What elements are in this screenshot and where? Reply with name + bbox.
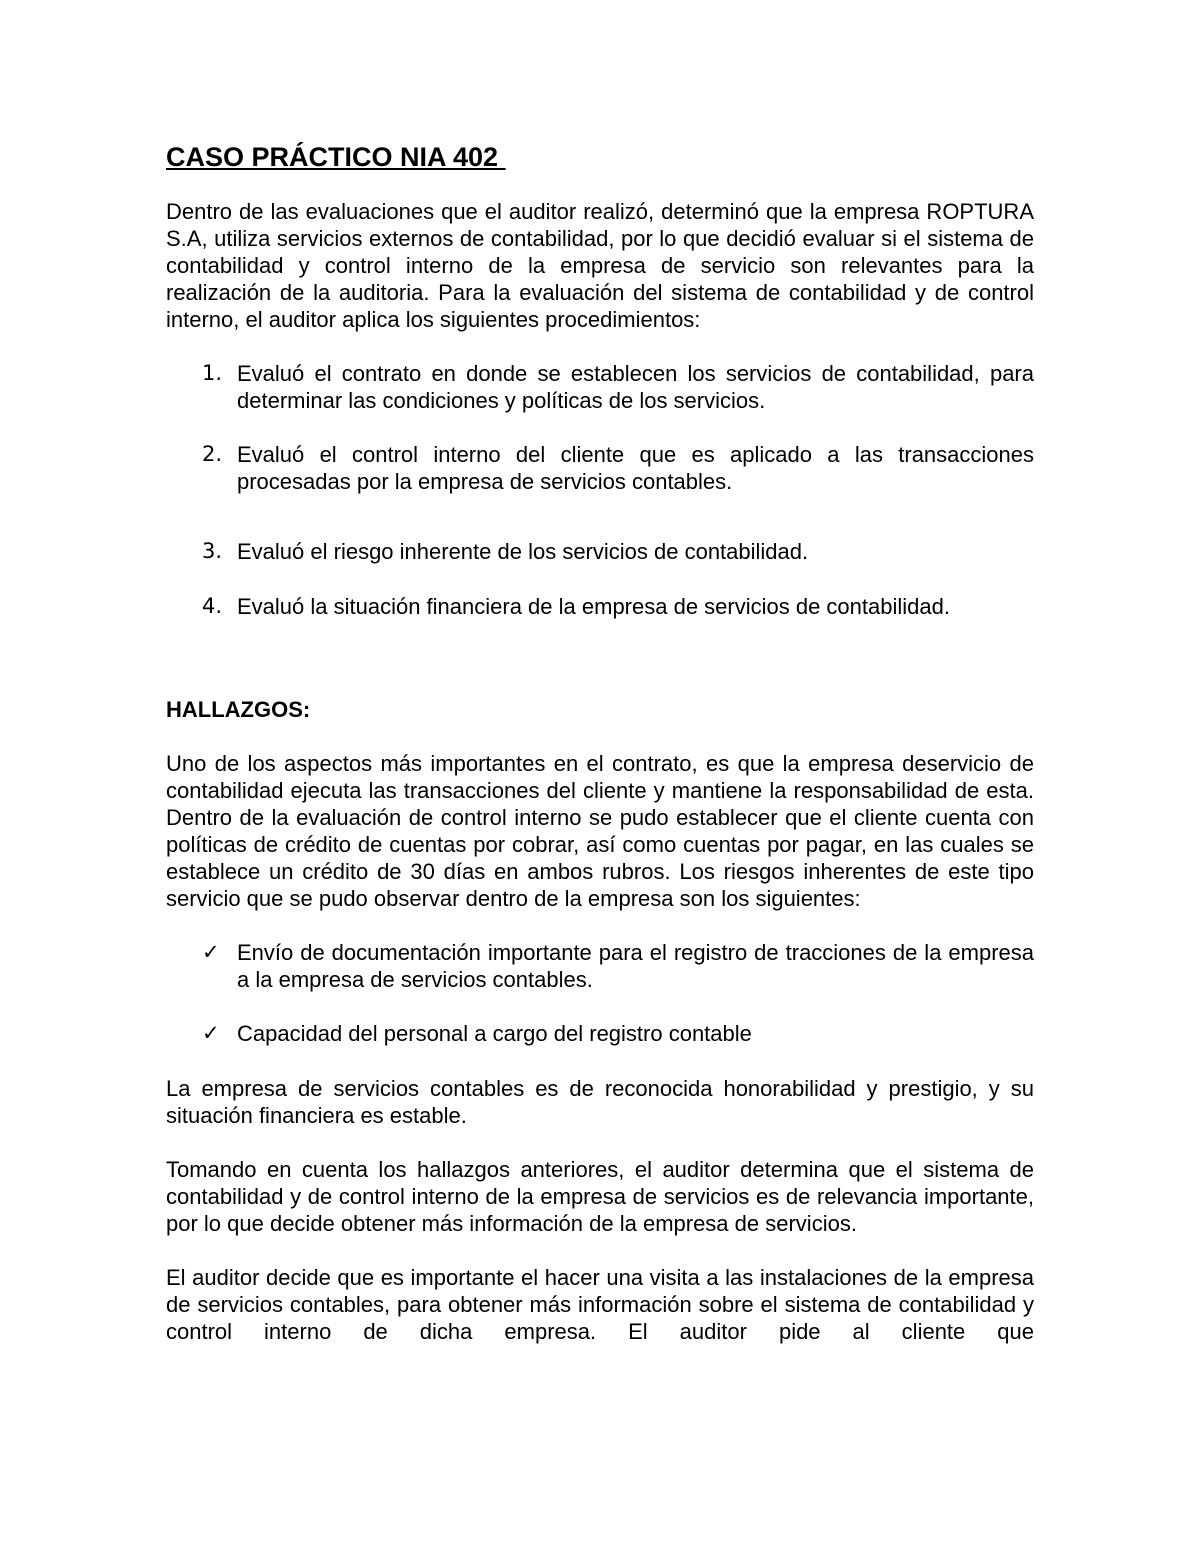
intro-paragraph: Dentro de las evaluaciones que el auditor realizó, determinó que la empresa ROPTURA S.A, utiliza servicios externos de contabilidad, por lo que decidió evaluar si el sistema de contabilidad y control interno de la empresa de servicio son relevantes para la realización de la auditoria. Para la evaluación del sistema de contabilidad y de control interno, el auditor aplica los siguientes procedimientos:	[166, 199, 1034, 332]
list-item	[166, 360, 1034, 414]
list-item-text: Evaluó el contrato en donde se establecen los servicios de contabilidad, para determinar las condiciones y políticas de los servicios.	[237, 361, 1034, 413]
list-item-text: Evaluó el control interno del cliente que es aplicado a las transacciones procesadas por la empresa de servicios contables.	[237, 442, 1034, 494]
list-item-text: Evaluó el riesgo inherente de los servicios de contabilidad.	[237, 539, 809, 564]
checkmark-icon: ✓	[202, 1021, 220, 1045]
procedures-list	[166, 360, 1034, 620]
list-item-text: Capacidad del personal a cargo del registro contable	[237, 1021, 752, 1046]
document-title: CASO PRÁCTICO NIA 402	[166, 142, 499, 172]
findings-heading: HALLAZGOS:	[166, 697, 311, 722]
list-number: 3.	[202, 539, 223, 563]
list-item	[166, 939, 1034, 993]
list-number: 4.	[202, 594, 223, 618]
list-item-text: Evaluó la situación financiera de la empresa de servicios de contabilidad.	[237, 594, 950, 619]
list-item-text: Envío de documentación importante para el registro de tracciones de la empresa a la empresa de servicios contables.	[237, 940, 1034, 992]
list-item	[166, 1020, 1034, 1047]
findings-paragraph: Uno de los aspectos más importantes en el contrato, es que la empresa deservicio de contabilidad ejecuta las transacciones del cliente y mantiene la responsabilidad de esta. Dentro de la evaluación de control interno se pudo establecer que el cliente cuenta con políticas de crédito de cuentas por cobrar, así como cuentas por pagar, en las cuales se establece un crédito de 30 días en ambos rubros. Los riesgos inherentes de este tipo servicio que se pudo observar dentro de la empresa son los siguientes:	[166, 751, 1034, 911]
list-number: 1.	[202, 361, 223, 385]
checkmark-icon: ✓	[202, 940, 220, 964]
document-page	[166, 138, 1034, 1345]
list-item	[166, 593, 1034, 620]
list-number: 2.	[202, 442, 223, 466]
conclusion-paragraph: Tomando en cuenta los hallazgos anteriores, el auditor determina que el sistema de contabilidad y de control interno de la empresa de servicios es de relevancia importante, por lo que decide obtener más información de la empresa de servicios.	[166, 1157, 1034, 1236]
reputation-paragraph: La empresa de servicios contables es de reconocida honorabilidad y prestigio, y su situación financiera es estable.	[166, 1076, 1034, 1128]
risks-list	[166, 939, 1034, 1047]
list-item	[166, 441, 1034, 495]
list-item	[166, 538, 1034, 565]
visit-paragraph: El auditor decide que es importante el hacer una visita a las instalaciones de la empresa de servicios contables, para obtener más información sobre el sistema de contabilidad y control interno de dicha empresa. El auditor pide al cliente que	[166, 1265, 1034, 1344]
